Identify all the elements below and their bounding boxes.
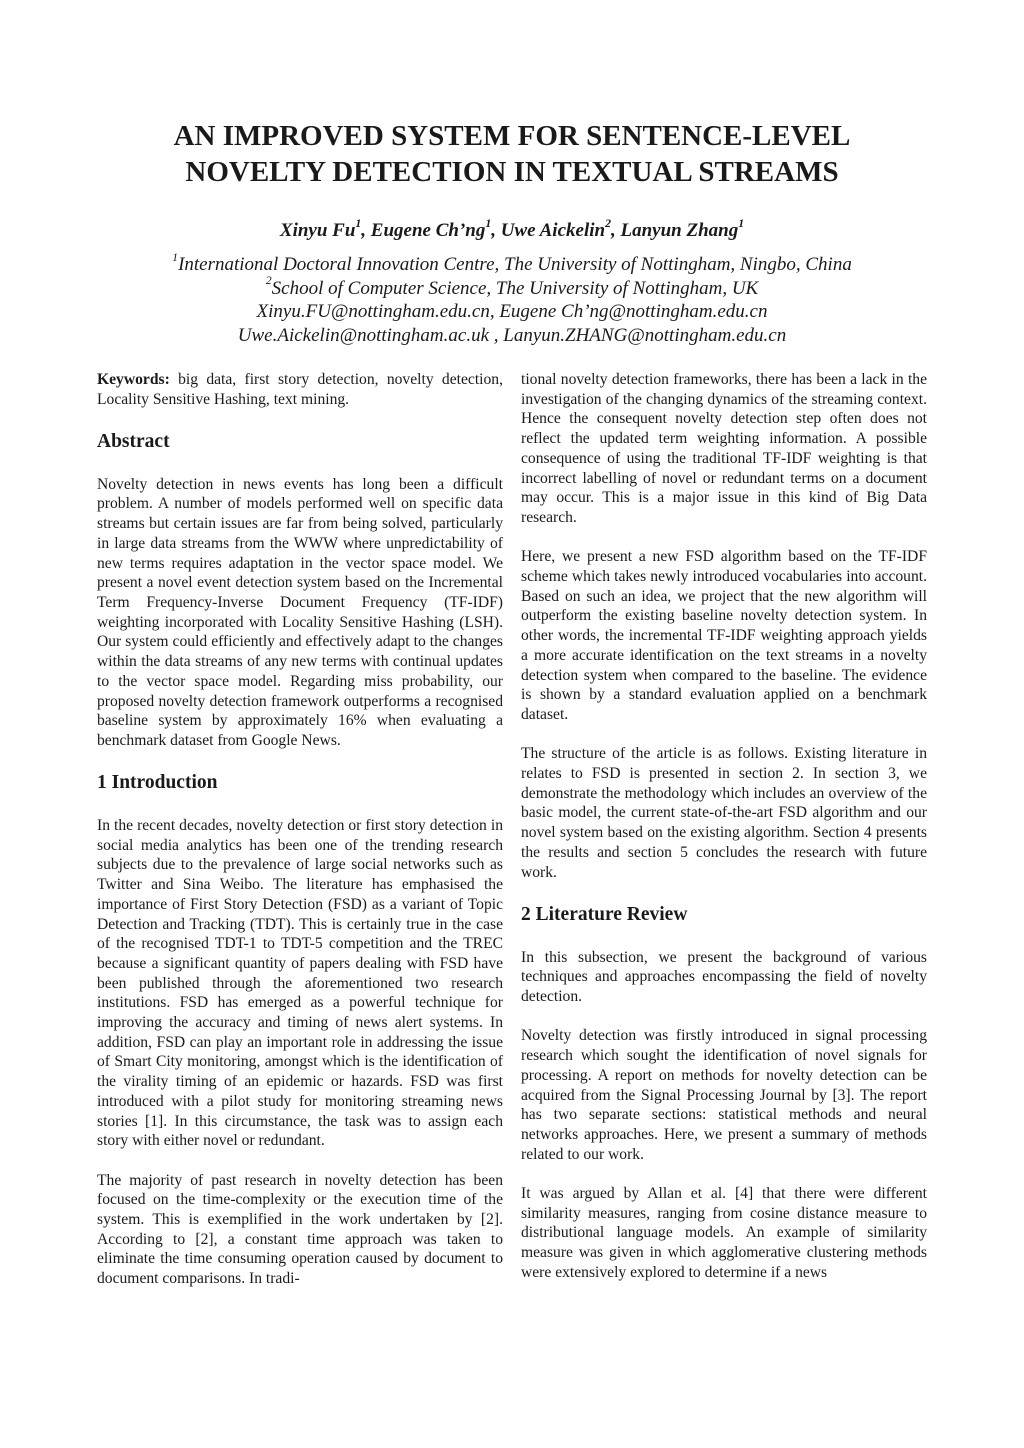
author-list <box>0 218 1024 244</box>
right-column <box>521 370 927 1302</box>
introduction-paragraph-4: The structure of the article is as follows. Existing literature in relates to FSD is presented in section 2. In section 3, we demonstrate the methodology which includes an overview of the basic model, the current state-of-the-art FSD algorithm and our novel system based on the existing algorithm. Section 4 presents the results and section 5 concludes the research with future work. <box>521 745 927 881</box>
literature-paragraph-3: It was argued by Allan et al. [4] that there were different similarity measures, ranging from cosine distance measure to distributional language models. An example of similarity measure was given in which agglomerative clustering methods were extensively explored to determine if a news <box>521 1185 927 1281</box>
keywords <box>97 370 503 409</box>
keywords-label: Keywords: <box>97 371 170 388</box>
author-emails-1: Xinyu.FU@nottingham.edu.cn, Eugene Ch’ng@nottingham.edu.cn <box>256 301 768 322</box>
title-line-2: NOVELTY DETECTION IN TEXTUAL STREAMS <box>185 156 839 188</box>
abstract-heading: Abstract <box>97 431 170 453</box>
affiliations <box>0 250 1024 347</box>
literature-paragraph-1: In this subsection, we present the background of various techniques and approaches encompassing the field of novelty detection. <box>521 948 927 1006</box>
paper-title <box>0 118 1024 190</box>
title-line-1: AN IMPROVED SYSTEM FOR SENTENCE-LEVEL <box>173 120 851 152</box>
literature-paragraph-2: Novelty detection was firstly introduced in signal processing research which sought the identification of novel signals for processing. A report on methods for novelty detection can be acquired from the Signal Processing Journal by [3]. The report has two separate sections: statistical methods and neural networks approaches. Here, we present a summary of methods related to our work. <box>521 1027 927 1163</box>
introduction-paragraph-3: Here, we present a new FSD algorithm based on the TF-IDF scheme which takes newly introduced vocabularies into account. Based on such an idea, we project that the new algorithm will outperform the existing baseline novelty detection system. In other words, the incremental TF-IDF weighting approach yields a more accurate identification on the text streams in a novelty detection system when compared to the baseline. The evidence is shown by a standard evaluation applied on a benchmark dataset. <box>521 548 927 723</box>
affiliation-1: $^1$International Doctoral Innovation Centre, The University of Nottingham, Ningbo, China <box>172 250 852 275</box>
introduction-heading: 1 Introduction <box>97 772 218 794</box>
introduction-paragraph-2-part-2: tional novelty detection frameworks, there has been a lack in the investigation of the changing dynamics of the streaming context. Hence the consequent novelty detection step often does not reflect the updated term weighting information. A possible consequence of using the traditional TF-IDF weighting is that incorrect labelling of novel or redundant terms on a document may occur. This is a major issue in this kind of Big Data research. <box>521 371 927 526</box>
author: Xinyu Fu$^1$, <box>279 216 371 241</box>
introduction-paragraph-2-part-1: The majority of past research in novelty detection has been focused on the time-complexity or the execution time of the system. This is exemplified in the work undertaken by [2]. According to [2], a constant time approach was taken to eliminate the time consuming operation caused by document to document comparisons. In tradi- <box>97 1171 503 1288</box>
affiliation-2: $^2$School of Computer Science, The University of Nottingham, UK <box>265 274 759 299</box>
author: Lanyun Zhang$^1$ <box>620 216 745 241</box>
author: Eugene $Ch’ng^1$, <box>370 216 501 241</box>
keywords-text: big data, first story detection, novelty detection, Locality Sensitive Hashing, text mining. <box>97 371 503 408</box>
abstract-text: Novelty detection in news events has long been a difficult problem. A number of models performed well on specific data streams but certain issues are far from being solved, particularly in large data streams from the WWW where unpredictability of new terms requires adaptation in the vector space model. We present a novel event detection system based on the Incremental Term Frequency-Inverse Document Frequency (TF-IDF) weighting incorporated with Locality Sensitive Hashing (LSH). Our system could efficiently and effectively adapt to the changes within the data streams of any new terms with continual updates to the vector space model. Regarding miss probability, our proposed novelty detection framework outperforms a recognised baseline system by approximately 16% when evaluating a benchmark dataset from Google News. <box>97 475 503 749</box>
literature-review-heading: 2 Literature Review <box>521 903 688 925</box>
left-column <box>97 370 503 1309</box>
author-emails-2: Uwe.Aickelin@nottingham.ac.uk , Lanyun.ZHANG@nottingham.edu.cn <box>237 324 787 346</box>
introduction-paragraph-1: In the recent decades, novelty detection or first story detection in social media analytics has been one of the trending research subjects due to the prevalence of large social networks such as Twitter and Sina Weibo. The literature has emphasised the importance of First Story Detection (FSD) as a variant of Topic Detection and Tracking (TDT). This is certainly true in the case of the recognised TDT-1 to TDT-5 competition and the TREC because a significant quantity of papers dealing with FSD have been published through the aforementioned two research institutions. FSD has emerged as a powerful technique for improving the accuracy and timing of news alert systems. In addition, FSD can play an important role in addressing the issue of Smart City monitoring, amongst which is the identification of the virality timing of an epidemic or hazards. FSD was first introduced with a pilot study for monitoring streaming news stories [1]. In this circumstance, the task was to assign each story with either novel or redundant. <box>97 817 503 1150</box>
author: Uwe Aickelin$^2$, <box>500 216 621 241</box>
